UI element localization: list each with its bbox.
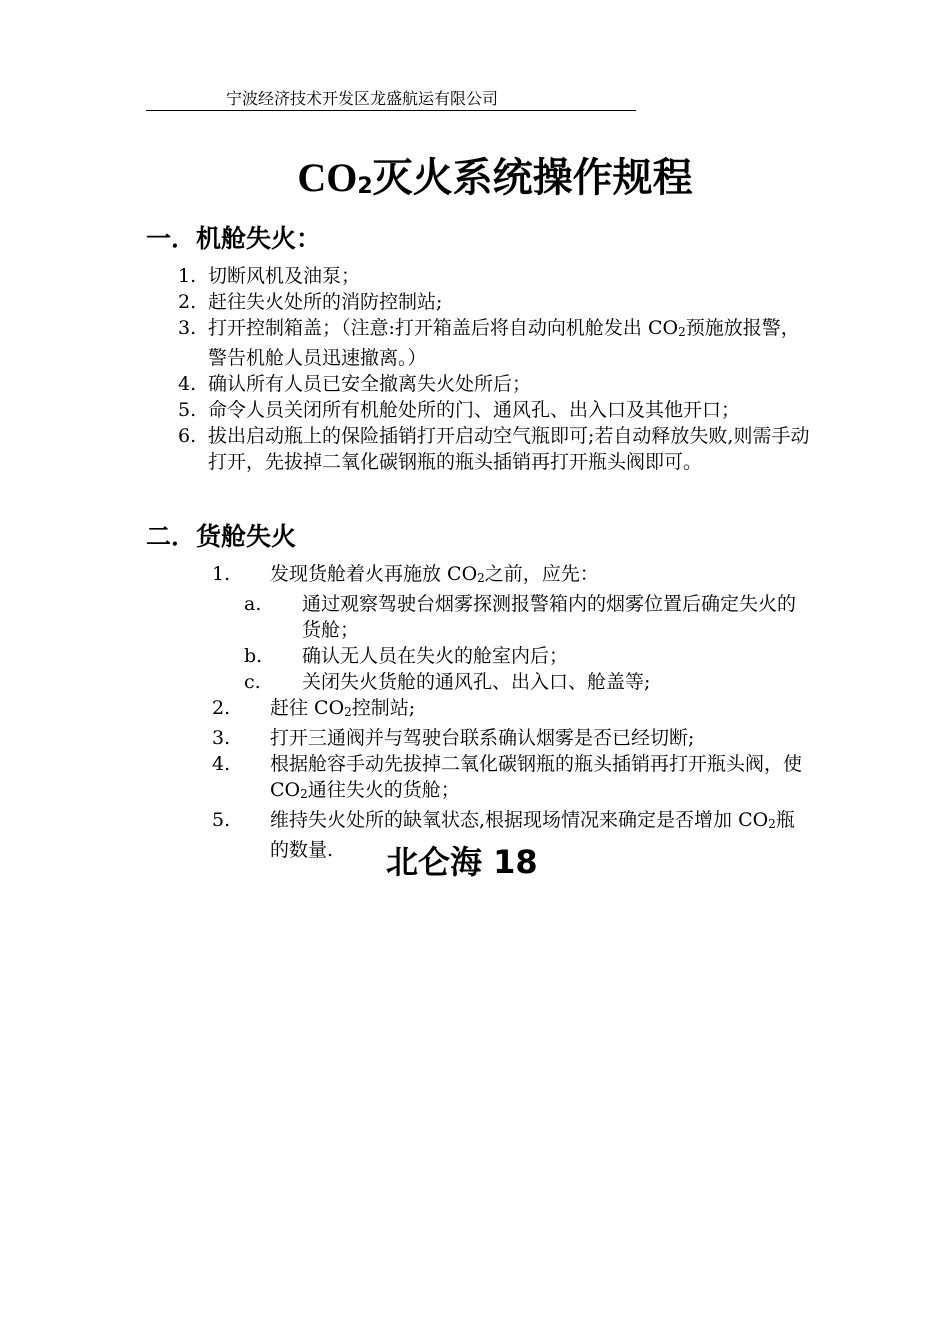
title-co: CO: [297, 155, 358, 200]
item-number: 3.: [212, 727, 231, 749]
document-title: [0, 150, 950, 215]
list-item: [212, 643, 810, 669]
item-text: 打开控制箱盖；（注意:打开箱盖后将自动向机舱发出 $CO_2$预施放报警，警告机舱人员迅速撤离。）: [208, 317, 800, 369]
item-text: 通过观察驾驶台烟雾探测报警箱内的烟雾位置后确定失火的货舱；: [302, 593, 797, 641]
item-text: 根据舱容手动先拔掉二氧化碳钢瓶的瓶头插销再打开瓶头阀，使 $CO_2$通往失火的货舱；: [270, 753, 803, 801]
item-number: 2.: [212, 697, 231, 719]
item-text: 切断风机及油泵；: [208, 265, 361, 287]
list-item: [212, 695, 810, 725]
ship-name: 北仑海 18: [386, 843, 538, 881]
list-item: [212, 751, 810, 807]
item-text: 赶往 $CO_2$控制站;: [270, 697, 416, 719]
item-text: 确认所有人员已安全撤离失火处所后；: [208, 373, 532, 395]
list-item: [212, 669, 810, 695]
item-letter: b.: [244, 645, 263, 667]
item-text: 发现货舱着火再施放 $CO_2$之前，应先：: [270, 563, 599, 585]
item-text: 命令人员关闭所有机舱处所的门、通风孔、出入口及其他开口；: [208, 399, 741, 421]
item-number: 5.: [178, 399, 197, 421]
item-number: 1.: [178, 265, 197, 287]
item-text: 赶往失火处所的消防控制站;: [208, 291, 443, 313]
list-item: [178, 263, 810, 289]
item-number: 4.: [212, 753, 231, 775]
item-text: 关闭失火货舱的通风孔、出入口、舱盖等;: [302, 671, 651, 693]
company-header: [146, 88, 636, 111]
item-number: 3.: [178, 317, 197, 339]
item-number: 1.: [212, 563, 231, 585]
list-item: [178, 371, 810, 397]
item-number: 5.: [212, 809, 231, 831]
item-text: 确认无人员在失火的舱室内后；: [302, 645, 569, 667]
list-item: [178, 289, 810, 315]
section2-heading: 二．货舱失火: [146, 522, 297, 551]
item-number: 6.: [178, 425, 197, 447]
item-text: 维持失火处所的缺氧状态,根据现场情况来确定是否增加 $CO_2$瓶的数量.: [270, 809, 795, 861]
item-text: 拔出启动瓶上的保险插销打开启动空气瓶即可;若自动释放失败,则需手动打开，先拔掉二氧化碳钢瓶的瓶头插销再打开瓶头阀即可。: [208, 425, 810, 473]
title-rest: 灭火系统操作规程: [372, 155, 693, 201]
section2-list: [212, 561, 810, 863]
list-item: [178, 315, 810, 371]
item-number: 4.: [178, 373, 197, 395]
list-item: [212, 561, 810, 591]
company-name: 宁波经济技术开发区龙盛航运有限公司: [226, 89, 499, 108]
list-item: [212, 725, 810, 751]
title-subscript: 2: [357, 174, 373, 199]
list-item: [178, 423, 810, 475]
item-number: 2.: [178, 291, 197, 313]
item-text: 打开三通阀并与驾驶台联系确认烟雾是否已经切断;: [270, 727, 695, 749]
item-letter: a.: [244, 593, 262, 615]
list-item: [212, 591, 810, 643]
list-item: [178, 397, 810, 423]
section1-heading: 一．机舱失火：: [146, 224, 322, 253]
section1-list: [178, 263, 810, 475]
item-letter: c.: [244, 671, 261, 693]
